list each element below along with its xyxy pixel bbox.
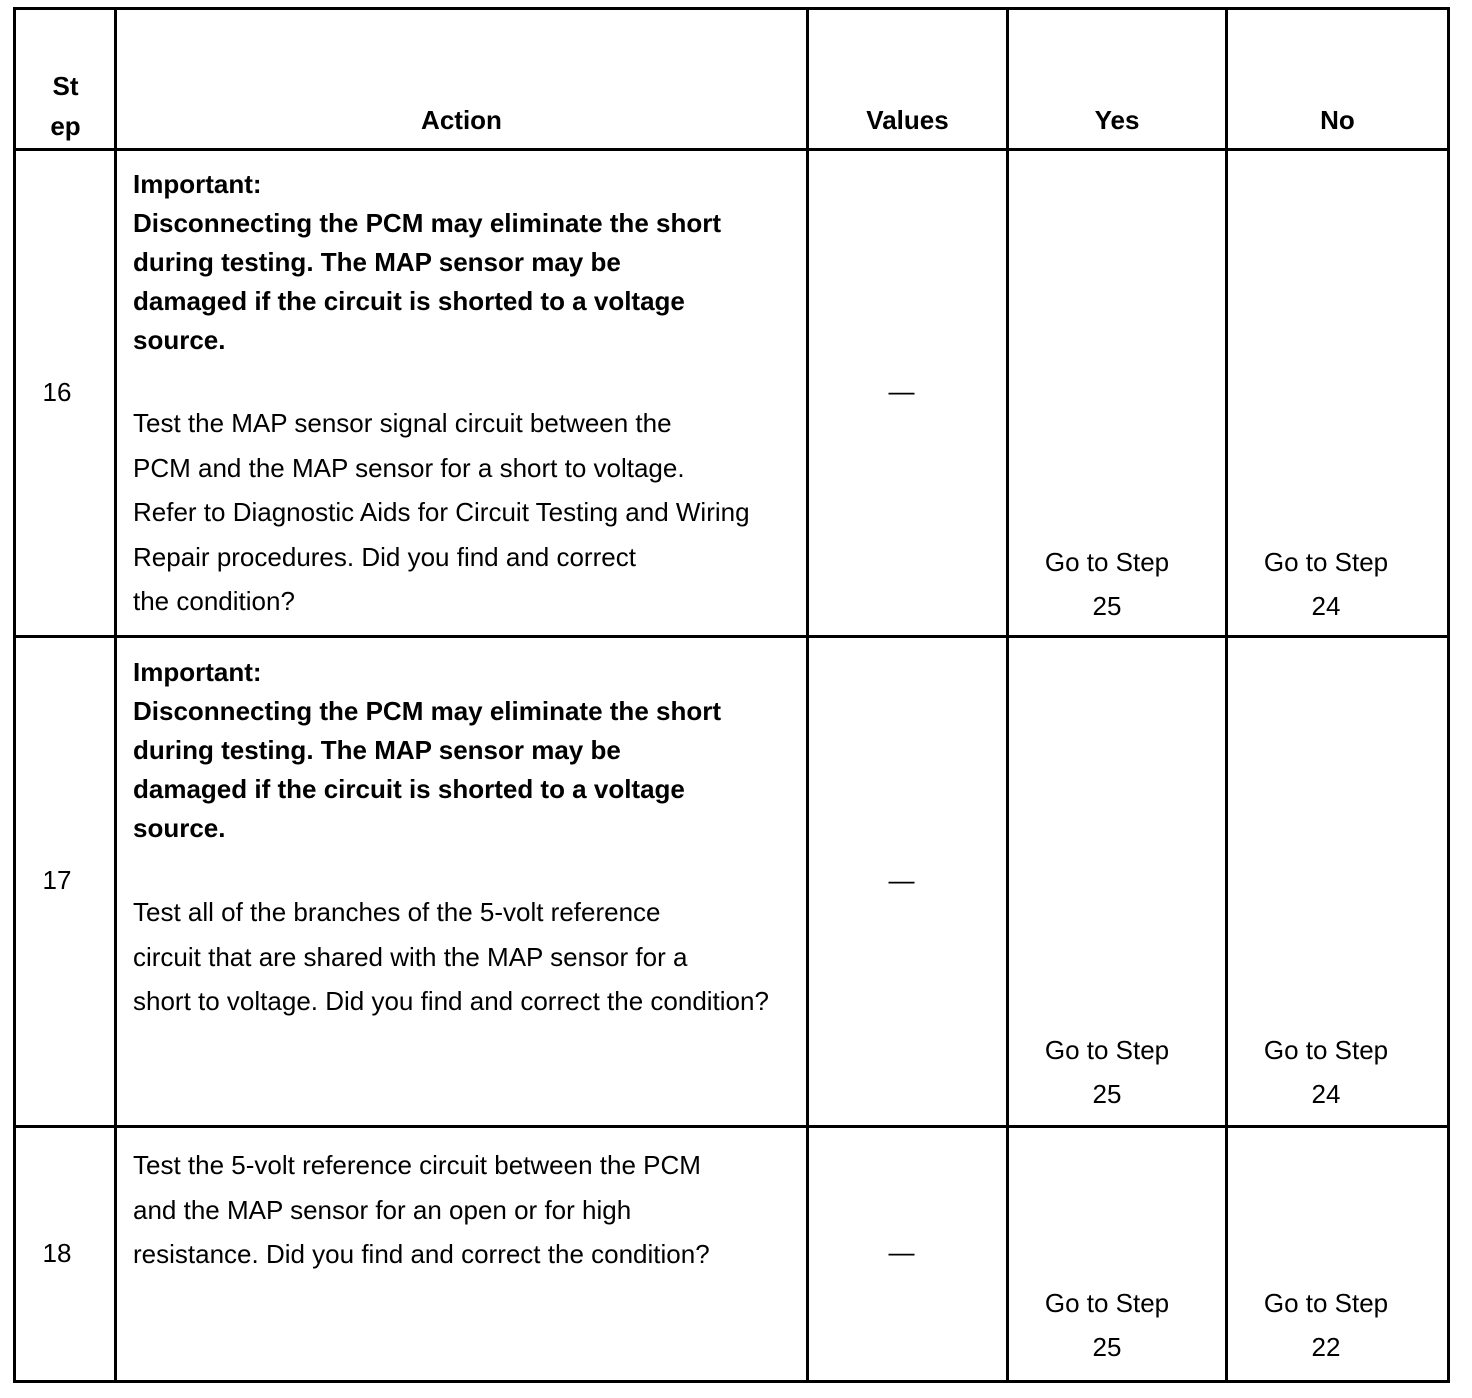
row-divider [13,635,1450,638]
header-action: Action [421,105,502,135]
value-cell: — [888,865,915,895]
value-cell: — [888,1237,915,1267]
no-cell: Go to Step 24 [1263,1035,1389,1109]
column-divider [114,7,117,1383]
no-cell: Go to Step 24 [1263,547,1389,621]
action-text: Test the MAP sensor signal circuit between the PCM and the MAP sensor for a short to voltage. Refer to Diagnostic Aids for Circuit Testing and Wiring Repair procedures. Did you find and correct the condition? [133,408,750,616]
row-divider [13,1125,1450,1128]
step-number: 18 [42,1238,72,1268]
column-divider [1006,7,1009,1383]
action-text: Test the 5-volt reference circuit between the PCM and the MAP sensor for an open or for high resistance. Did you find and correct the condition? [133,1150,710,1269]
yes-cell: Go to Step 25 [1044,1288,1170,1362]
important-note: Disconnecting the PCM may eliminate the short during testing. The MAP sensor may be damaged if the circuit is shorted to a voltage source. [133,696,721,843]
header-yes: Yes [1094,105,1140,135]
step-number: 16 [42,377,72,407]
no-cell: Go to Step 22 [1263,1288,1389,1362]
row-divider [13,148,1450,151]
important-label: Important: [133,169,262,199]
column-divider [806,7,809,1383]
important-label: Important: [133,657,262,687]
header-no: No [1320,105,1355,135]
yes-cell: Go to Step 25 [1044,547,1170,621]
step-number: 17 [42,865,72,895]
header-values: Values [866,105,949,135]
action-text: Test all of the branches of the 5-volt reference circuit that are shared with the MAP sensor for a short to voltage. Did you find and correct the condition? [133,897,769,1016]
important-note: Disconnecting the PCM may eliminate the short during testing. The MAP sensor may be damaged if the circuit is shorted to a voltage source. [133,208,721,355]
yes-cell: Go to Step 25 [1044,1035,1170,1109]
header-step: St ep [50,71,81,141]
column-divider [1225,7,1228,1383]
value-cell: — [888,376,915,406]
